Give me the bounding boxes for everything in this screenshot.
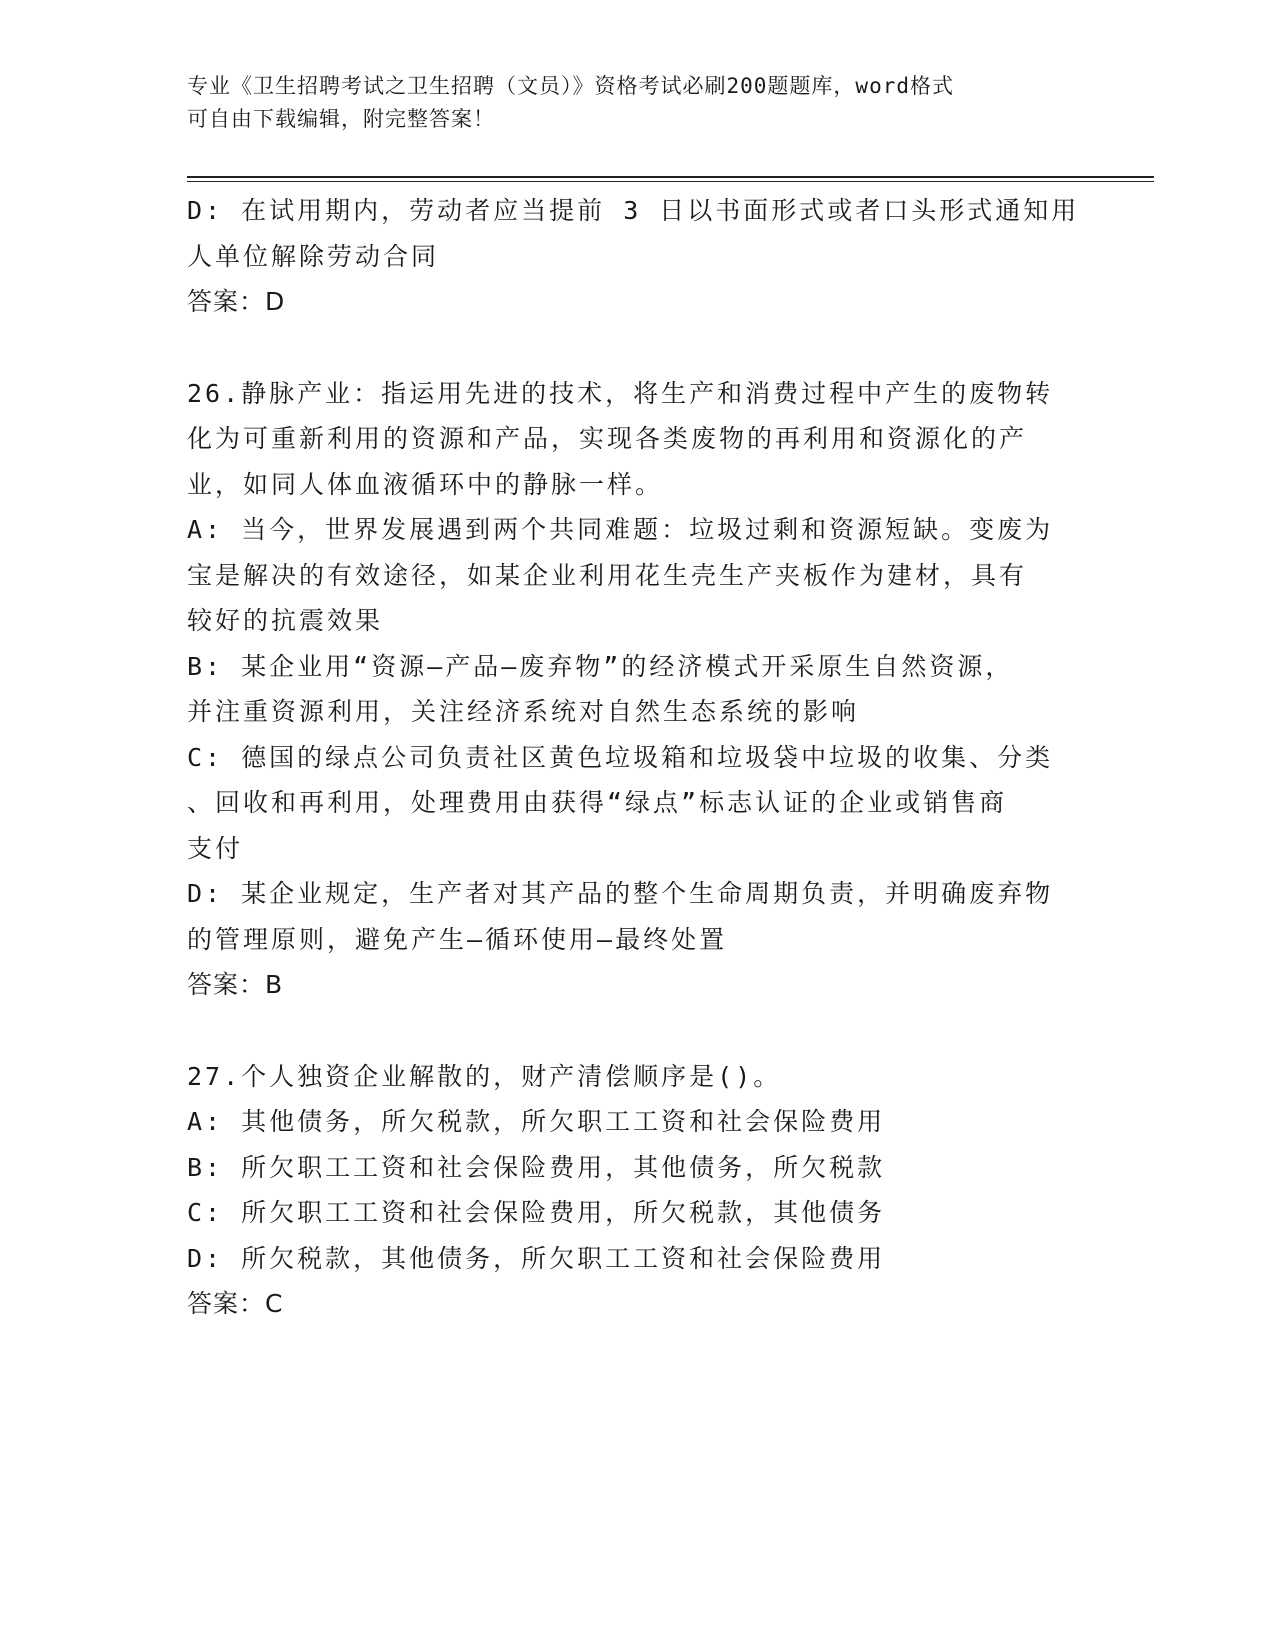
spacer	[187, 1008, 1087, 1054]
option-d-line: 人单位解除劳动合同	[187, 241, 440, 271]
option-a-line: 较好的抗震效果	[187, 606, 384, 635]
header-line-2: 可自由下载编辑，附完整答案！	[187, 107, 495, 131]
question-27	[187, 1054, 1087, 1327]
option-b-line: 并注重资源利用，关注经济系统对自然生态系统的影响	[187, 697, 860, 726]
document-header	[187, 70, 1067, 136]
question-26	[187, 371, 1087, 1008]
header-rule-thick	[187, 176, 1154, 178]
option-d-line: D: 在试用期内，劳动者应当提前 3 日以书面形式或者口头形式通知用	[187, 196, 1080, 225]
answer-line: 答案：B	[187, 970, 284, 999]
header-line-1: 专业《卫生招聘考试之卫生招聘（文员）》资格考试必刷200题题库，word格式	[187, 74, 954, 98]
question-stem-line: 化为可重新利用的资源和产品，实现各类废物的再利用和资源化的产	[187, 424, 1028, 453]
question-stem-line: 27.个人独资企业解散的，财产清偿顺序是()。	[187, 1061, 782, 1091]
question-25-tail	[187, 188, 1087, 325]
option-c-line: C: 德国的绿点公司负责社区黄色垃圾箱和垃圾袋中垃圾的收集、分类	[187, 742, 1054, 772]
option-d-line: D: 所欠税款，其他债务，所欠职工工资和社会保险费用	[187, 1243, 886, 1273]
option-b-line: B: 所欠职工工资和社会保险费用，其他债务，所欠税款	[187, 1152, 886, 1182]
question-stem-line: 业，如同人体血液循环中的静脉一样。	[187, 469, 664, 499]
option-a-line: A: 其他债务，所欠税款，所欠职工工资和社会保险费用	[187, 1107, 886, 1136]
option-d-line: D: 某企业规定，生产者对其产品的整个生命周期负责，并明确废弃物	[187, 879, 1054, 908]
document-body	[187, 188, 1087, 1327]
answer-line: 答案：D	[187, 287, 286, 316]
answer-line: 答案：C	[187, 1289, 284, 1318]
option-a-line: A: 当今，世界发展遇到两个共同难题：垃圾过剩和资源短缺。变废为	[187, 515, 1054, 544]
option-c-line: 、回收和再利用，处理费用由获得“绿点”标志认证的企业或销售商	[187, 788, 1008, 817]
option-d-line: 的管理原则，避免产生—循环使用—最终处置	[187, 924, 728, 954]
option-c-line: 支付	[187, 833, 244, 863]
option-a-line: 宝是解决的有效途径，如某企业利用花生壳生产夹板作为建材，具有	[187, 560, 1028, 590]
option-c-line: C: 所欠职工工资和社会保险费用，所欠税款，其他债务	[187, 1198, 886, 1227]
header-rule-thin	[187, 181, 1154, 182]
option-b-line: B: 某企业用“资源—产品—废弃物”的经济模式开采原生自然资源，	[187, 651, 1014, 681]
question-stem-line: 26.静脉产业：指运用先进的技术，将生产和消费过程中产生的废物转	[187, 378, 1054, 408]
spacer	[187, 325, 1087, 371]
